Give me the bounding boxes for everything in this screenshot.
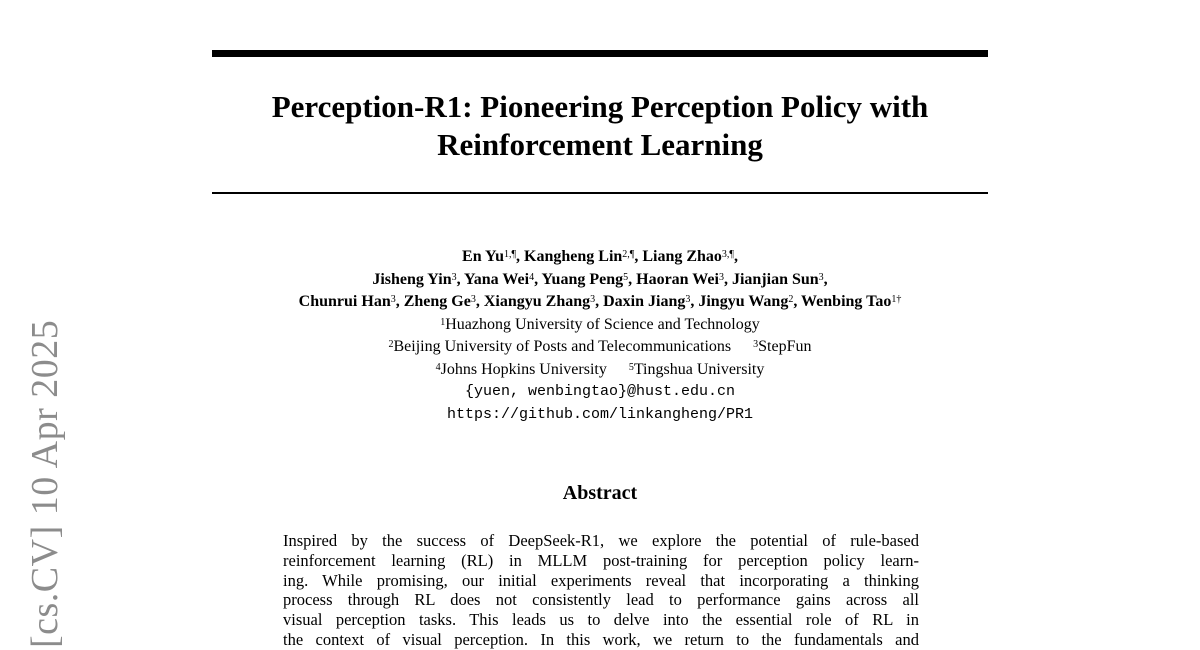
author-separator: , [628, 270, 637, 288]
author-separator: , [456, 270, 464, 288]
affiliation-marker: 4 [435, 361, 441, 373]
abstract-body [283, 531, 919, 650]
author-name: Wenbing Tao [801, 293, 892, 310]
title-line-2: Reinforcement Learning [437, 127, 763, 162]
author-affiliation-marker: 3 [718, 271, 724, 283]
author-name: Jingyu Wang [698, 293, 789, 310]
affiliation-line-2 [150, 336, 1050, 359]
author-affiliation-marker: 1,¶ [504, 249, 517, 260]
affiliation-marker: 2 [388, 339, 394, 350]
author-affiliation-marker: 5 [623, 271, 629, 283]
author-affiliation-marker: 4 [529, 271, 535, 283]
author-separator: , [395, 293, 404, 310]
author-affiliation-marker: 3 [390, 294, 396, 305]
affiliation-name: Huazhong University of Science and Technology [445, 315, 760, 333]
author-affiliation-marker: 3,¶ [721, 249, 734, 260]
author-name: Chunrui Han [298, 293, 391, 310]
author-separator: , [595, 293, 604, 310]
affiliation-line-3 [150, 359, 1050, 382]
author-name: Kangheng Lin [524, 248, 623, 265]
abstract-line: ing. While promising, our initial experiments reveal that incorporating a thinking [283, 570, 919, 590]
affiliation-line-1 [150, 314, 1050, 337]
author-name: Daxin Jiang [603, 293, 686, 310]
abstract-line: Inspired by the success of DeepSeek-R1, we explore the potential of rule-based [283, 531, 919, 550]
title-top-rule [212, 50, 988, 57]
author-affiliation-marker: 2 [788, 294, 794, 305]
affiliation-name: StepFun [758, 338, 812, 355]
author-affiliation-marker: 3 [685, 294, 691, 305]
arxiv-identifier-stamp: [cs.CV] 10 Apr 2025 [24, 319, 66, 648]
affiliation-name: Beijing University of Posts and Telecommunications [393, 338, 732, 355]
author-separator: , [475, 293, 484, 310]
author-separator: , [733, 248, 738, 265]
affiliation-name: Johns Hopkins University [440, 360, 607, 378]
author-line-1 [150, 246, 1050, 269]
author-affiliation-marker: 3 [590, 294, 596, 305]
repository-link[interactable]: https://github.com/linkangheng/PR1 [446, 405, 754, 423]
author-separator: , [793, 293, 802, 310]
author-separator: , [723, 270, 732, 288]
author-name: Yuang Peng [541, 270, 624, 288]
author-block [150, 246, 1050, 426]
author-name: Xiangyu Zhang [483, 293, 591, 310]
abstract-line: visual perception tasks. This leads us to delve into the essential role of RL in [283, 610, 919, 630]
author-name: Haoran Wei [636, 270, 719, 288]
abstract-heading: Abstract [562, 482, 638, 504]
author-name: Liang Zhao [642, 248, 722, 265]
title-bottom-rule [212, 192, 988, 194]
author-affiliation-marker: 3 [818, 271, 824, 283]
author-affiliation-marker: 1† [891, 294, 902, 305]
author-separator: , [534, 270, 542, 288]
affiliation-name: Tingshua University [633, 360, 765, 378]
abstract-line: the context of visual perception. In this work, we return to the fundamentals and [283, 629, 919, 649]
author-separator: , [690, 293, 699, 310]
affiliation-marker: 3 [753, 339, 759, 350]
author-separator: , [634, 248, 643, 265]
author-name: En Yu [462, 248, 504, 265]
paper-title [212, 88, 988, 164]
author-name: Zheng Ge [403, 293, 471, 310]
author-name: Jianjian Sun [731, 270, 819, 288]
abstract-line: process through RL does not consistently lead to performance gains across all [283, 590, 919, 610]
author-separator: , [823, 270, 828, 288]
abstract-line: reinforcement learning (RL) in MLLM post-training for perception policy learn- [283, 550, 919, 570]
author-separator: , [516, 248, 525, 265]
author-name: Yana Wei [464, 270, 530, 288]
title-line-1: Perception-R1: Pioneering Perception Policy with [271, 89, 929, 124]
author-line-2 [150, 269, 1050, 292]
author-line-3 [150, 291, 1050, 314]
affiliation-marker: 5 [628, 361, 634, 373]
author-affiliation-marker: 2,¶ [622, 249, 635, 260]
contact-email: {yuen, wenbingtao}@hust.edu.cn [464, 383, 736, 400]
author-name: Jisheng Yin [372, 270, 452, 288]
affiliation-marker: 1 [440, 316, 446, 328]
author-affiliation-marker: 3 [451, 271, 457, 283]
author-affiliation-marker: 3 [470, 294, 476, 305]
